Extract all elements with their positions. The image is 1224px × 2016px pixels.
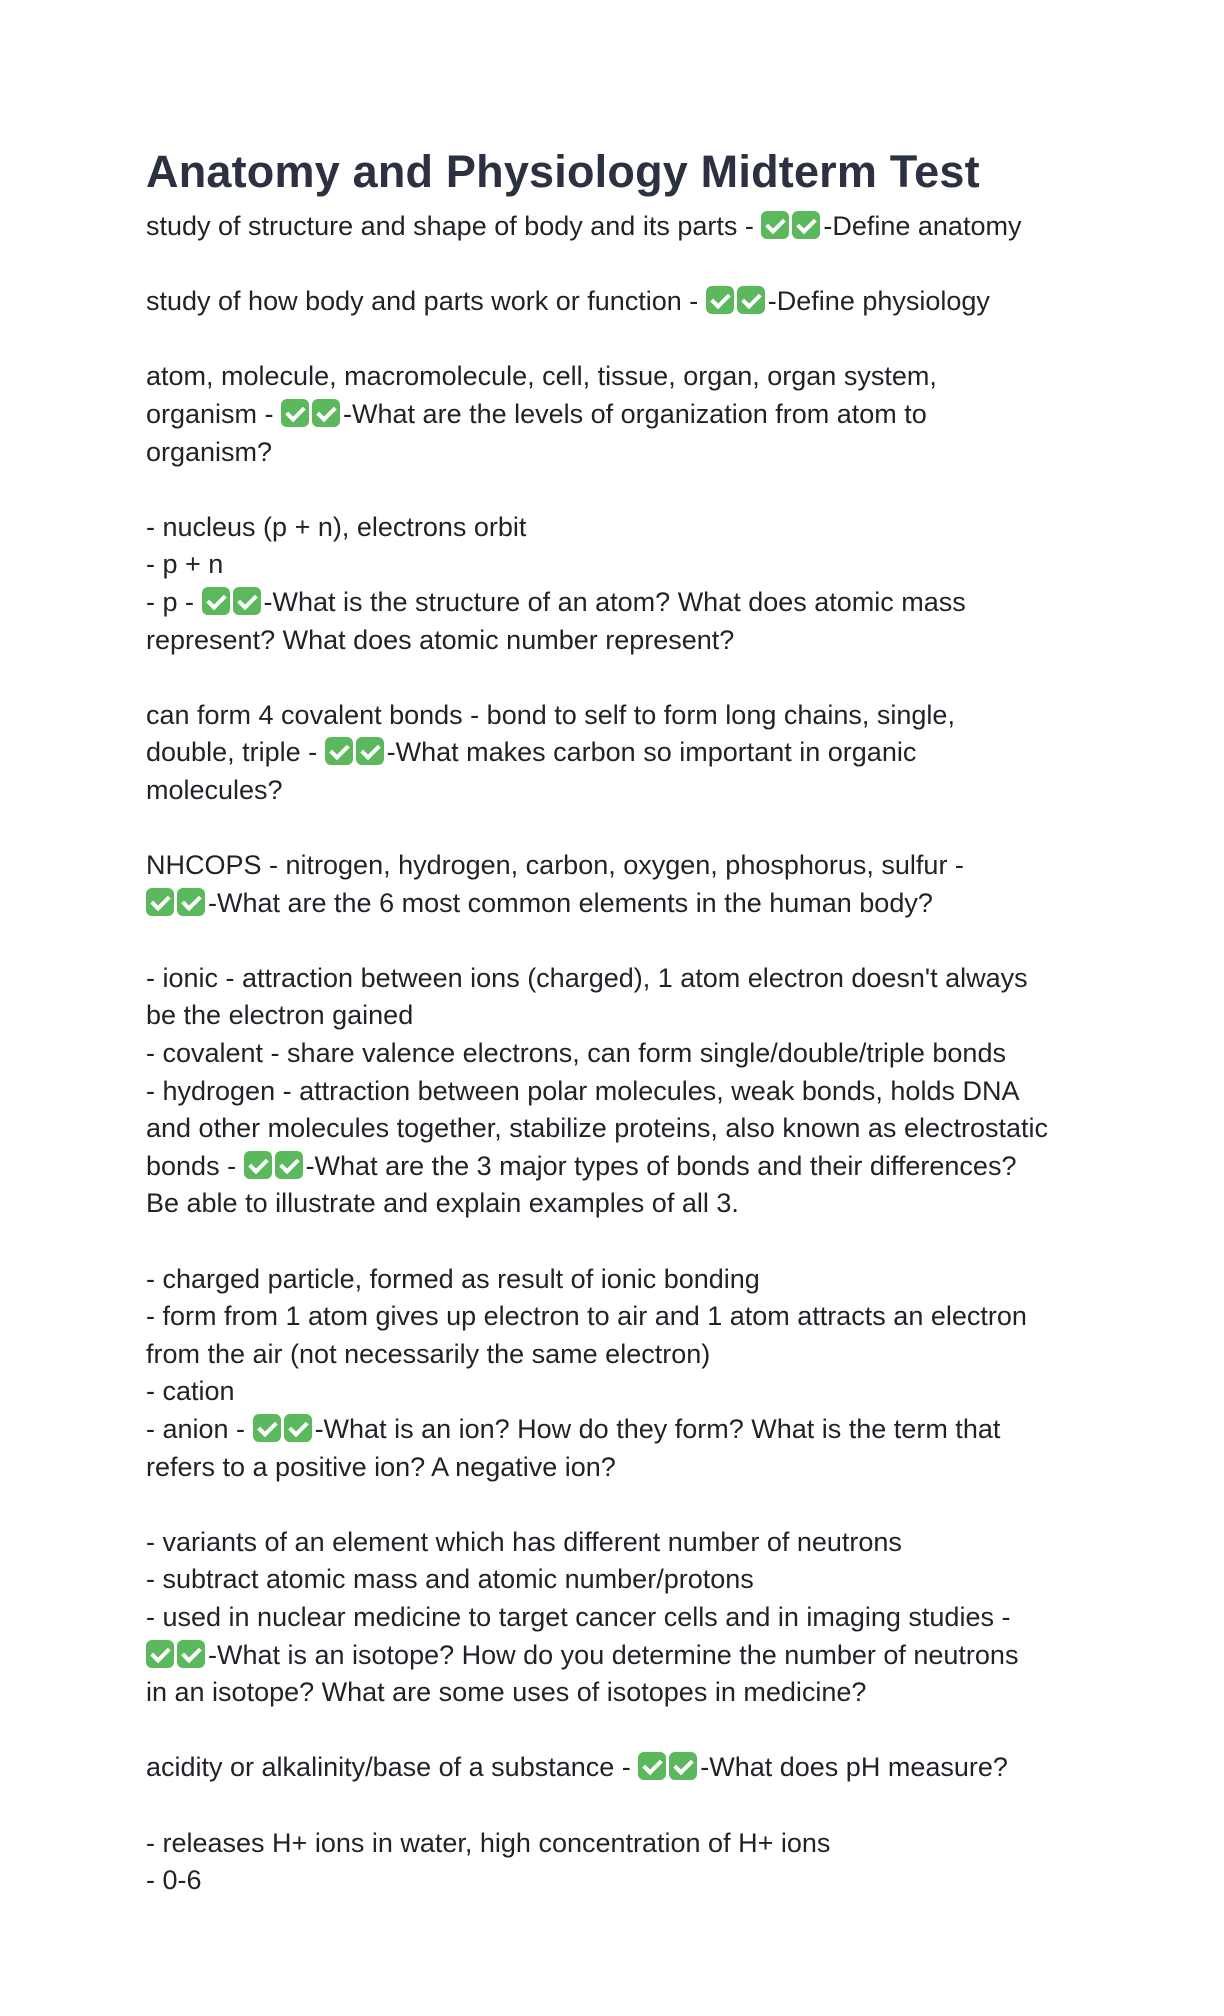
line-text: - cation: [146, 1376, 235, 1407]
line-text: - ionic - attraction between ions (charged), 1 atom electron doesn't always: [146, 962, 1028, 993]
line-text: in an isotope? What are some uses of isotopes in medicine?: [146, 1677, 867, 1708]
text-line: [146, 509, 1106, 547]
flashcard-entry: [146, 697, 1106, 810]
text-line: [146, 847, 1106, 885]
green-check-icon: [253, 1414, 281, 1442]
text-line: [146, 1148, 1106, 1186]
line-text: - subtract atomic mass and atomic number/protons: [146, 1564, 754, 1595]
flashcard-entry: [146, 847, 1106, 922]
line-text: - hydrogen - attraction between polar molecules, weak bonds, holds DNA: [146, 1075, 1020, 1106]
line-text: - used in nuclear medicine to target cancer cells and in imaging studies -: [146, 1601, 1011, 1632]
green-check-icon: [244, 1151, 272, 1179]
line-text: atom, molecule, macromolecule, cell, tissue, organ, organ system,: [146, 361, 937, 392]
text-line: [146, 434, 1106, 472]
line-text: double, triple -: [146, 737, 325, 768]
question-text: -What makes carbon so important in organic: [386, 737, 917, 768]
text-line: [146, 208, 1106, 246]
text-line: [146, 584, 1106, 622]
green-check-icon: [275, 1151, 303, 1179]
text-line: [146, 1073, 1106, 1111]
line-text: organism?: [146, 436, 273, 467]
line-text: - covalent - share valence electrons, can form single/double/triple bonds: [146, 1038, 1006, 1069]
text-line: [146, 1411, 1106, 1449]
question-text: -What are the 6 most common elements in the human body?: [208, 887, 933, 918]
text-line: [146, 734, 1106, 772]
text-line: [146, 1035, 1106, 1073]
text-line: [146, 1524, 1106, 1562]
text-line: [146, 396, 1106, 434]
text-line: [146, 697, 1106, 735]
document-page: [146, 144, 1106, 1937]
line-text: represent? What does atomic number represent?: [146, 624, 735, 655]
green-check-icon: [356, 737, 384, 765]
green-check-icon: [792, 211, 820, 239]
flashcard-entry: [146, 1749, 1106, 1787]
text-line: [146, 1185, 1106, 1223]
green-check-icon: [177, 888, 205, 916]
flashcard-entry: [146, 283, 1106, 321]
flashcard-entry: [146, 1524, 1106, 1712]
green-check-icon: [312, 399, 340, 427]
text-line: [146, 1825, 1106, 1863]
flashcard-entry: [146, 1825, 1106, 1900]
question-text: -What is the structure of an atom? What does atomic mass: [263, 586, 966, 617]
green-check-icon: [177, 1640, 205, 1668]
line-text: - nucleus (p + n), electrons orbit: [146, 511, 527, 542]
text-line: [146, 1862, 1106, 1900]
line-text: study of structure and shape of body and its parts -: [146, 211, 762, 241]
line-text: refers to a positive ion? A negative ion?: [146, 1451, 616, 1482]
text-line: [146, 1449, 1106, 1487]
line-text: molecules?: [146, 774, 283, 805]
line-text: - charged particle, formed as result of ionic bonding: [146, 1263, 760, 1294]
line-text: can form 4 covalent bonds - bond to self to form long chains, single,: [146, 699, 955, 730]
page-title: Anatomy and Physiology Midterm Test: [146, 146, 980, 197]
line-text: - form from 1 atom gives up electron to air and 1 atom attracts an electron: [146, 1301, 1027, 1332]
text-line: [146, 960, 1106, 998]
question-text: -What are the 3 major types of bonds and their differences?: [305, 1150, 1017, 1181]
line-text: - variants of an element which has different number of neutrons: [146, 1526, 902, 1557]
flashcard-entry: [146, 208, 1106, 246]
text-line: [146, 1261, 1106, 1299]
question-text: -What are the levels of organization from atom to: [343, 398, 927, 429]
line-text: organism -: [146, 398, 282, 429]
flashcard-list: [146, 208, 1106, 1900]
text-line: [146, 772, 1106, 810]
green-check-icon: [737, 286, 765, 314]
text-line: [146, 622, 1106, 660]
line-text: be the electron gained: [146, 1000, 414, 1031]
text-line: [146, 1336, 1106, 1374]
line-text: - 0-6: [146, 1865, 202, 1896]
green-check-icon: [284, 1414, 312, 1442]
line-text: Be able to illustrate and explain examples of all 3.: [146, 1188, 739, 1219]
line-text: - releases H+ ions in water, high concentration of H+ ions: [146, 1827, 831, 1858]
question-text: -What is an ion? How do they form? What is the term that: [314, 1414, 1001, 1444]
line-text: acidity or alkalinity/base of a substance -: [146, 1752, 639, 1783]
flashcard-entry: [146, 1261, 1106, 1487]
question-text: -Define anatomy: [823, 211, 1022, 241]
line-text: - p -: [146, 586, 202, 617]
text-line: [146, 1110, 1106, 1148]
flashcard-entry: [146, 960, 1106, 1223]
green-check-icon: [706, 286, 734, 314]
flashcard-entry: [146, 509, 1106, 659]
text-line: [146, 358, 1106, 396]
text-line: [146, 1373, 1106, 1411]
line-text: bonds -: [146, 1150, 244, 1181]
text-line: [146, 546, 1106, 584]
green-check-icon: [281, 399, 309, 427]
text-line: [146, 1637, 1106, 1675]
text-line: [146, 1561, 1106, 1599]
line-text: NHCOPS - nitrogen, hydrogen, carbon, oxygen, phosphorus, sulfur -: [146, 850, 964, 881]
question-text: -Define physiology: [767, 286, 990, 317]
line-text: - p + n: [146, 549, 224, 580]
text-line: [146, 1599, 1106, 1637]
green-check-icon: [638, 1752, 666, 1780]
text-line: [146, 1749, 1106, 1787]
line-text: from the air (not necessarily the same electron): [146, 1338, 711, 1369]
line-text: and other molecules together, stabilize proteins, also known as electrostatic: [146, 1113, 1048, 1144]
text-line: [146, 1674, 1106, 1712]
line-text: study of how body and parts work or function -: [146, 286, 706, 317]
flashcard-entry: [146, 358, 1106, 471]
text-line: [146, 1298, 1106, 1336]
green-check-icon: [146, 1640, 174, 1668]
green-check-icon: [146, 888, 174, 916]
green-check-icon: [233, 587, 261, 615]
question-text: -What does pH measure?: [700, 1752, 1008, 1783]
green-check-icon: [669, 1752, 697, 1780]
text-line: [146, 997, 1106, 1035]
line-text: - anion -: [146, 1414, 253, 1444]
green-check-icon: [761, 211, 789, 239]
green-check-icon: [202, 587, 230, 615]
question-text: -What is an isotope? How do you determine the number of neutrons: [208, 1639, 1019, 1670]
text-line: [146, 885, 1106, 923]
green-check-icon: [325, 737, 353, 765]
text-line: [146, 283, 1106, 321]
